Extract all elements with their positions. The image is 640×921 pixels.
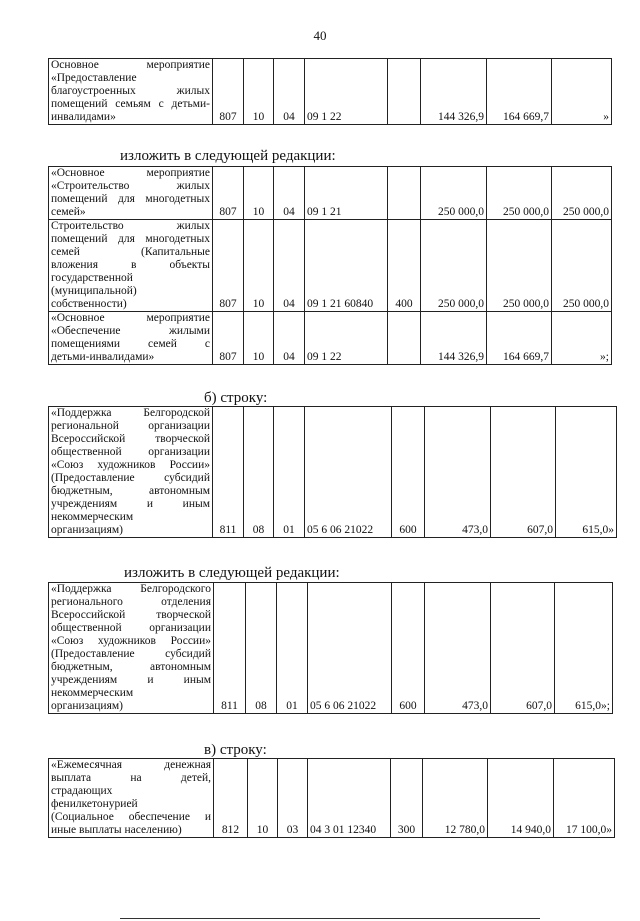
expense-type-cell: 600 [392,407,425,538]
row-name [49,407,213,538]
section-heading-c: в) строку: [204,742,267,758]
row-name-line: семей (Капитальные [51,246,210,258]
budget-table-original-2 [48,406,617,538]
row-name-line: (Социальное обеспечение и [51,811,211,823]
target-code-cell: 09 1 21 [305,167,388,220]
row-name-line: «Поддержка Белгородского [51,583,211,595]
row-name-line: бюджетным, автономным [51,661,211,673]
row-name-line: организациям) [51,524,123,536]
amount-y3-cell: 615,0»; [555,583,613,714]
row-name-line: детьми-инвалидами» [51,351,155,363]
section-code-cell: 10 [244,220,274,312]
amount-y3-cell: 17 100,0» [554,759,615,838]
admin-code-cell: 807 [213,312,244,365]
row-name-line: помещений семьям с детьми- [51,98,210,110]
table-row [49,220,612,312]
subsection-code-cell: 04 [274,59,305,125]
section-code-cell: 08 [244,407,274,538]
section-heading-b: б) строку: [204,390,268,406]
row-name-line: «Основное мероприятие [51,312,210,324]
target-code-cell: 09 1 21 60840 [305,220,388,312]
subsection-code-cell: 03 [278,759,308,838]
expense-type-cell [388,59,421,125]
amount-y1-cell: 144 326,9 [421,312,487,365]
row-name-line: вложения в объекты [51,259,210,271]
row-name-line: помещений для многодетных [51,193,210,205]
amount-y3-cell: 615,0» [556,407,617,538]
amount-y1-cell: 144 326,9 [421,59,487,125]
table-row [49,167,612,220]
admin-code-cell: 807 [213,59,244,125]
section-code-cell: 10 [244,312,274,365]
table-row [49,59,612,125]
row-name-line: помещений для многодетных [51,233,210,245]
amount-y2-cell: 164 669,7 [487,312,552,365]
row-name-line: учреждениям и иным [51,498,210,510]
row-name-line: (Предоставление субсидий [51,648,211,660]
row-name-line: «Основное мероприятие [51,167,210,179]
row-name-line: страдающих [51,785,113,797]
page-number: 40 [313,28,327,43]
admin-code-cell: 811 [213,407,244,538]
subsection-code-cell: 01 [274,407,305,538]
row-name [49,583,214,714]
row-name-line: (Предоставление субсидий [51,472,210,484]
admin-code-cell: 807 [213,167,244,220]
table-row [49,759,615,838]
amount-y3-cell: 250 000,0 [552,167,612,220]
row-name-line: Всероссийской творческой [51,433,210,445]
budget-table-original-3 [48,758,615,838]
expense-type-cell: 300 [391,759,423,838]
amount-y1-cell: 12 780,0 [423,759,488,838]
row-name-line: помещениями семей с [51,338,210,350]
subsection-code-cell: 04 [274,167,305,220]
row-name-line: фенилкетонурией [51,798,138,810]
row-name [49,312,213,365]
row-name-line: «Обеспечение жилыми [51,325,210,337]
budget-table-original-1 [48,58,612,125]
section-code-cell: 08 [246,583,277,714]
expense-type-cell [388,167,421,220]
target-code-cell: 05 6 06 21022 [305,407,392,538]
expense-type-cell: 400 [388,220,421,312]
admin-code-cell: 812 [214,759,248,838]
amount-y3-cell: » [552,59,612,125]
row-name-line: инвалидами» [51,111,116,123]
section-heading-edit-2: изложить в следующей редакции: [124,565,340,581]
row-name-line: «Союз художников России» [51,635,211,647]
expense-type-cell [388,312,421,365]
row-name-line: Всероссийской творческой [51,609,211,621]
amount-y1-cell: 250 000,0 [421,167,487,220]
row-name-line: семей» [51,206,86,218]
row-name-line: учреждениям и иным [51,674,211,686]
target-code-cell: 09 1 22 [305,59,388,125]
section-code-cell: 10 [248,759,278,838]
row-name-line: некоммерческим [51,511,134,523]
table-row [49,407,617,538]
row-name-line: «Ежемесячная денежная [51,759,211,771]
target-code-cell: 04 3 01 12340 [308,759,391,838]
admin-code-cell: 807 [213,220,244,312]
row-name [49,59,213,125]
amount-y1-cell: 473,0 [425,583,491,714]
row-name-line: региональной организации [51,420,210,432]
row-name [49,167,213,220]
amount-y2-cell: 607,0 [491,407,556,538]
row-name [49,220,213,312]
row-name-line: иные выплаты населению) [51,824,182,836]
table-row [49,583,613,714]
row-name-line: благоустроенных жилых [51,85,210,97]
target-code-cell: 05 6 06 21022 [308,583,392,714]
row-name-line: «Поддержка Белгородской [51,407,210,419]
table-row [49,312,612,365]
admin-code-cell: 811 [214,583,246,714]
subsection-code-cell: 04 [274,312,305,365]
bottom-divider [120,918,540,919]
row-name-line: «Предоставление [51,72,137,84]
row-name-line: регионального отделения [51,596,211,608]
row-name-line: (муниципальной) [51,285,137,297]
row-name-line: общественной организации [51,446,210,458]
section-code-cell: 10 [244,59,274,125]
amount-y2-cell: 607,0 [491,583,555,714]
amount-y3-cell: »; [552,312,612,365]
row-name-line: бюджетным, автономным [51,485,210,497]
amount-y2-cell: 250 000,0 [487,167,552,220]
amount-y2-cell: 250 000,0 [487,220,552,312]
row-name-line: «Союз художников России» [51,459,210,471]
row-name [49,759,214,838]
amount-y1-cell: 473,0 [425,407,491,538]
budget-table-new-2 [48,582,613,714]
subsection-code-cell: 01 [277,583,308,714]
row-name-line: общественной организации [51,622,211,634]
row-name-line: организациям) [51,700,123,712]
row-name-line: некоммерческим [51,687,134,699]
row-name-line: «Строительство жилых [51,180,210,192]
row-name-line: Основное мероприятие [51,59,210,71]
section-heading-edit-1: изложить в следующей редакции: [120,148,336,164]
target-code-cell: 09 1 22 [305,312,388,365]
amount-y2-cell: 14 940,0 [488,759,554,838]
row-name-line: выплата на детей, [51,772,211,784]
amount-y1-cell: 250 000,0 [421,220,487,312]
amount-y2-cell: 164 669,7 [487,59,552,125]
row-name-line: Строительство жилых [51,220,210,232]
row-name-line: государственной [51,272,133,284]
amount-y3-cell: 250 000,0 [552,220,612,312]
expense-type-cell: 600 [392,583,425,714]
section-code-cell: 10 [244,167,274,220]
row-name-line: собственности) [51,298,127,310]
budget-table-new-1 [48,166,612,365]
subsection-code-cell: 04 [274,220,305,312]
